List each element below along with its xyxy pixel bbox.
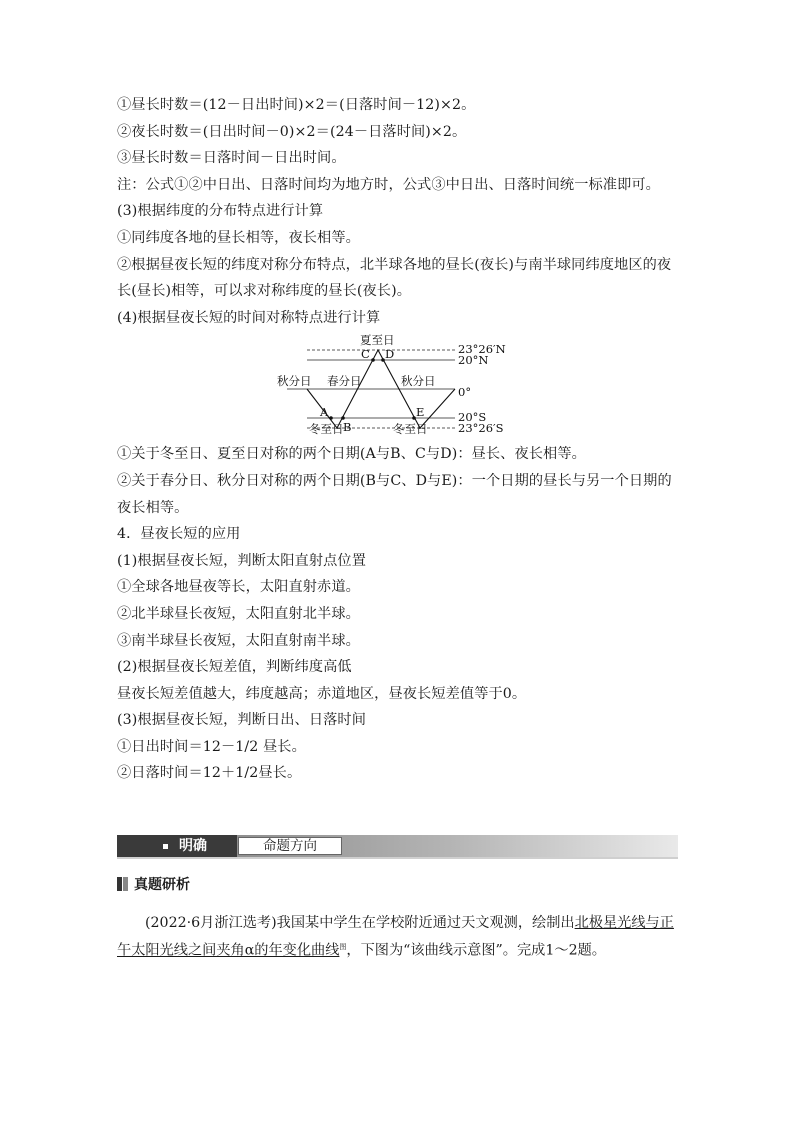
app-subheading-1: (1)根据昼夜长短，判断太阳直射点位置: [117, 552, 366, 569]
heading-applications: 4．昼夜长短的应用: [117, 526, 241, 543]
formula-day-length: ①昼长时数＝(12－日出时间)×2＝(日落时间－12)×2。: [117, 97, 476, 113]
app-subheading-3: (3)根据昼夜长短，判断日出、日落时间: [117, 712, 366, 729]
label-summer-solstice: 夏至日: [360, 333, 395, 348]
question-prefix: (2022·6月浙江选考)我国某中学生在学校附近通过天文观测，绘制出: [145, 915, 575, 931]
banner-underline: [117, 857, 678, 859]
app-3-rule-2: ②日落时间＝12＋1/2昼长。: [117, 765, 302, 782]
latitude-rule-1: ①同纬度各地的昼长相等，夜长相等。: [117, 229, 360, 246]
label-spring-equinox: 春分日: [327, 374, 362, 389]
banner-dark-label: 明确: [179, 838, 207, 854]
subheading-latitude: (3)根据纬度的分布特点进行计算: [117, 203, 324, 220]
section-marker-light-icon: [123, 877, 128, 891]
square-bullet-icon: [163, 844, 168, 849]
point-a-label: A: [320, 405, 329, 420]
section-banner: [117, 835, 678, 857]
point-e-label: E: [416, 405, 425, 420]
formula-day-length-alt: ③昼长时数＝日落时间－日出时间。: [117, 150, 346, 167]
point-b-label: B: [343, 420, 352, 435]
question-underlined: 北极星光线与正午太阳光线之间夹角α的年变化曲线: [117, 915, 674, 959]
document-body: [117, 92, 682, 787]
app-3-rule-1: ①日出时间＝12－1/2 昼长。: [117, 738, 306, 755]
question-mark: 图: [339, 943, 347, 951]
lat-label-23s: 23°26′S: [458, 421, 504, 436]
label-autumn-left: 秋分日: [277, 374, 312, 389]
formula-night-length: ②夜长时数＝(日出时间－0)×2＝(24－日落时间)×2。: [117, 123, 467, 140]
question-suffix: ，下图为“该曲线示意图”。完成1～2题。: [346, 942, 606, 959]
latitude-rule-2: ②根据昼夜长短的纬度对称分布特点，北半球各地的昼长(夜长)与南半球同纬度地区的夜长(昼长)相等，可以求对称纬度的昼长(夜长)。: [117, 256, 672, 300]
label-winter-solstice-left: 冬至日: [309, 422, 344, 437]
label-winter-solstice-right: 冬至日: [393, 422, 428, 437]
point-c-dot: [371, 359, 375, 363]
sun-path-diagram: [117, 333, 682, 435]
subheading-time-symmetry: (4)根据昼夜长短的时间对称特点进行计算: [117, 309, 381, 326]
app-1-rule-2: ②北半球昼长夜短，太阳直射北半球。: [117, 605, 360, 622]
lat-label-0: 0°: [458, 385, 472, 400]
banner-dark-tab: [117, 835, 237, 857]
symmetry-rule-1: ①关于冬至日、夏至日对称的两个日期(A与B、C与D)：昼长、夜长相等。: [117, 446, 586, 463]
app-1-rule-3: ③南半球昼长夜短，太阳直射南半球。: [117, 632, 360, 649]
point-d-label: D: [385, 347, 395, 362]
app-2-rule: 昼夜长短差值越大，纬度越高；赤道地区，昼夜长短差值等于0。: [117, 685, 527, 702]
section-title: [117, 876, 190, 894]
lat-label-20s: 20°S: [458, 410, 487, 425]
formula-note: 注：公式①②中日出、日落时间均为地方时，公式③中日出、日落时间统一标准即可。: [117, 176, 660, 193]
app-1-rule-1: ①全球各地昼夜等长，太阳直射赤道。: [117, 579, 360, 596]
point-c-label: C: [361, 347, 370, 362]
section-marker-dark-icon: [117, 877, 122, 891]
section-title-text: 真题研析: [134, 877, 190, 893]
label-autumn-right: 秋分日: [401, 374, 436, 389]
point-a-dot: [329, 417, 333, 421]
lat-label-23n: 23°26′N: [458, 342, 506, 357]
symmetry-rule-2: ②关于春分日、秋分日对称的两个日期(B与C、D与E)：一个日期的昼长与另一个日期的夜长相等。: [117, 472, 672, 516]
lat-label-20n: 20°N: [458, 353, 489, 368]
banner-light-tab: 命题方向: [238, 837, 342, 855]
question-paragraph: [117, 911, 682, 963]
app-subheading-2: (2)根据昼夜长短差值，判断纬度高低: [117, 659, 352, 676]
